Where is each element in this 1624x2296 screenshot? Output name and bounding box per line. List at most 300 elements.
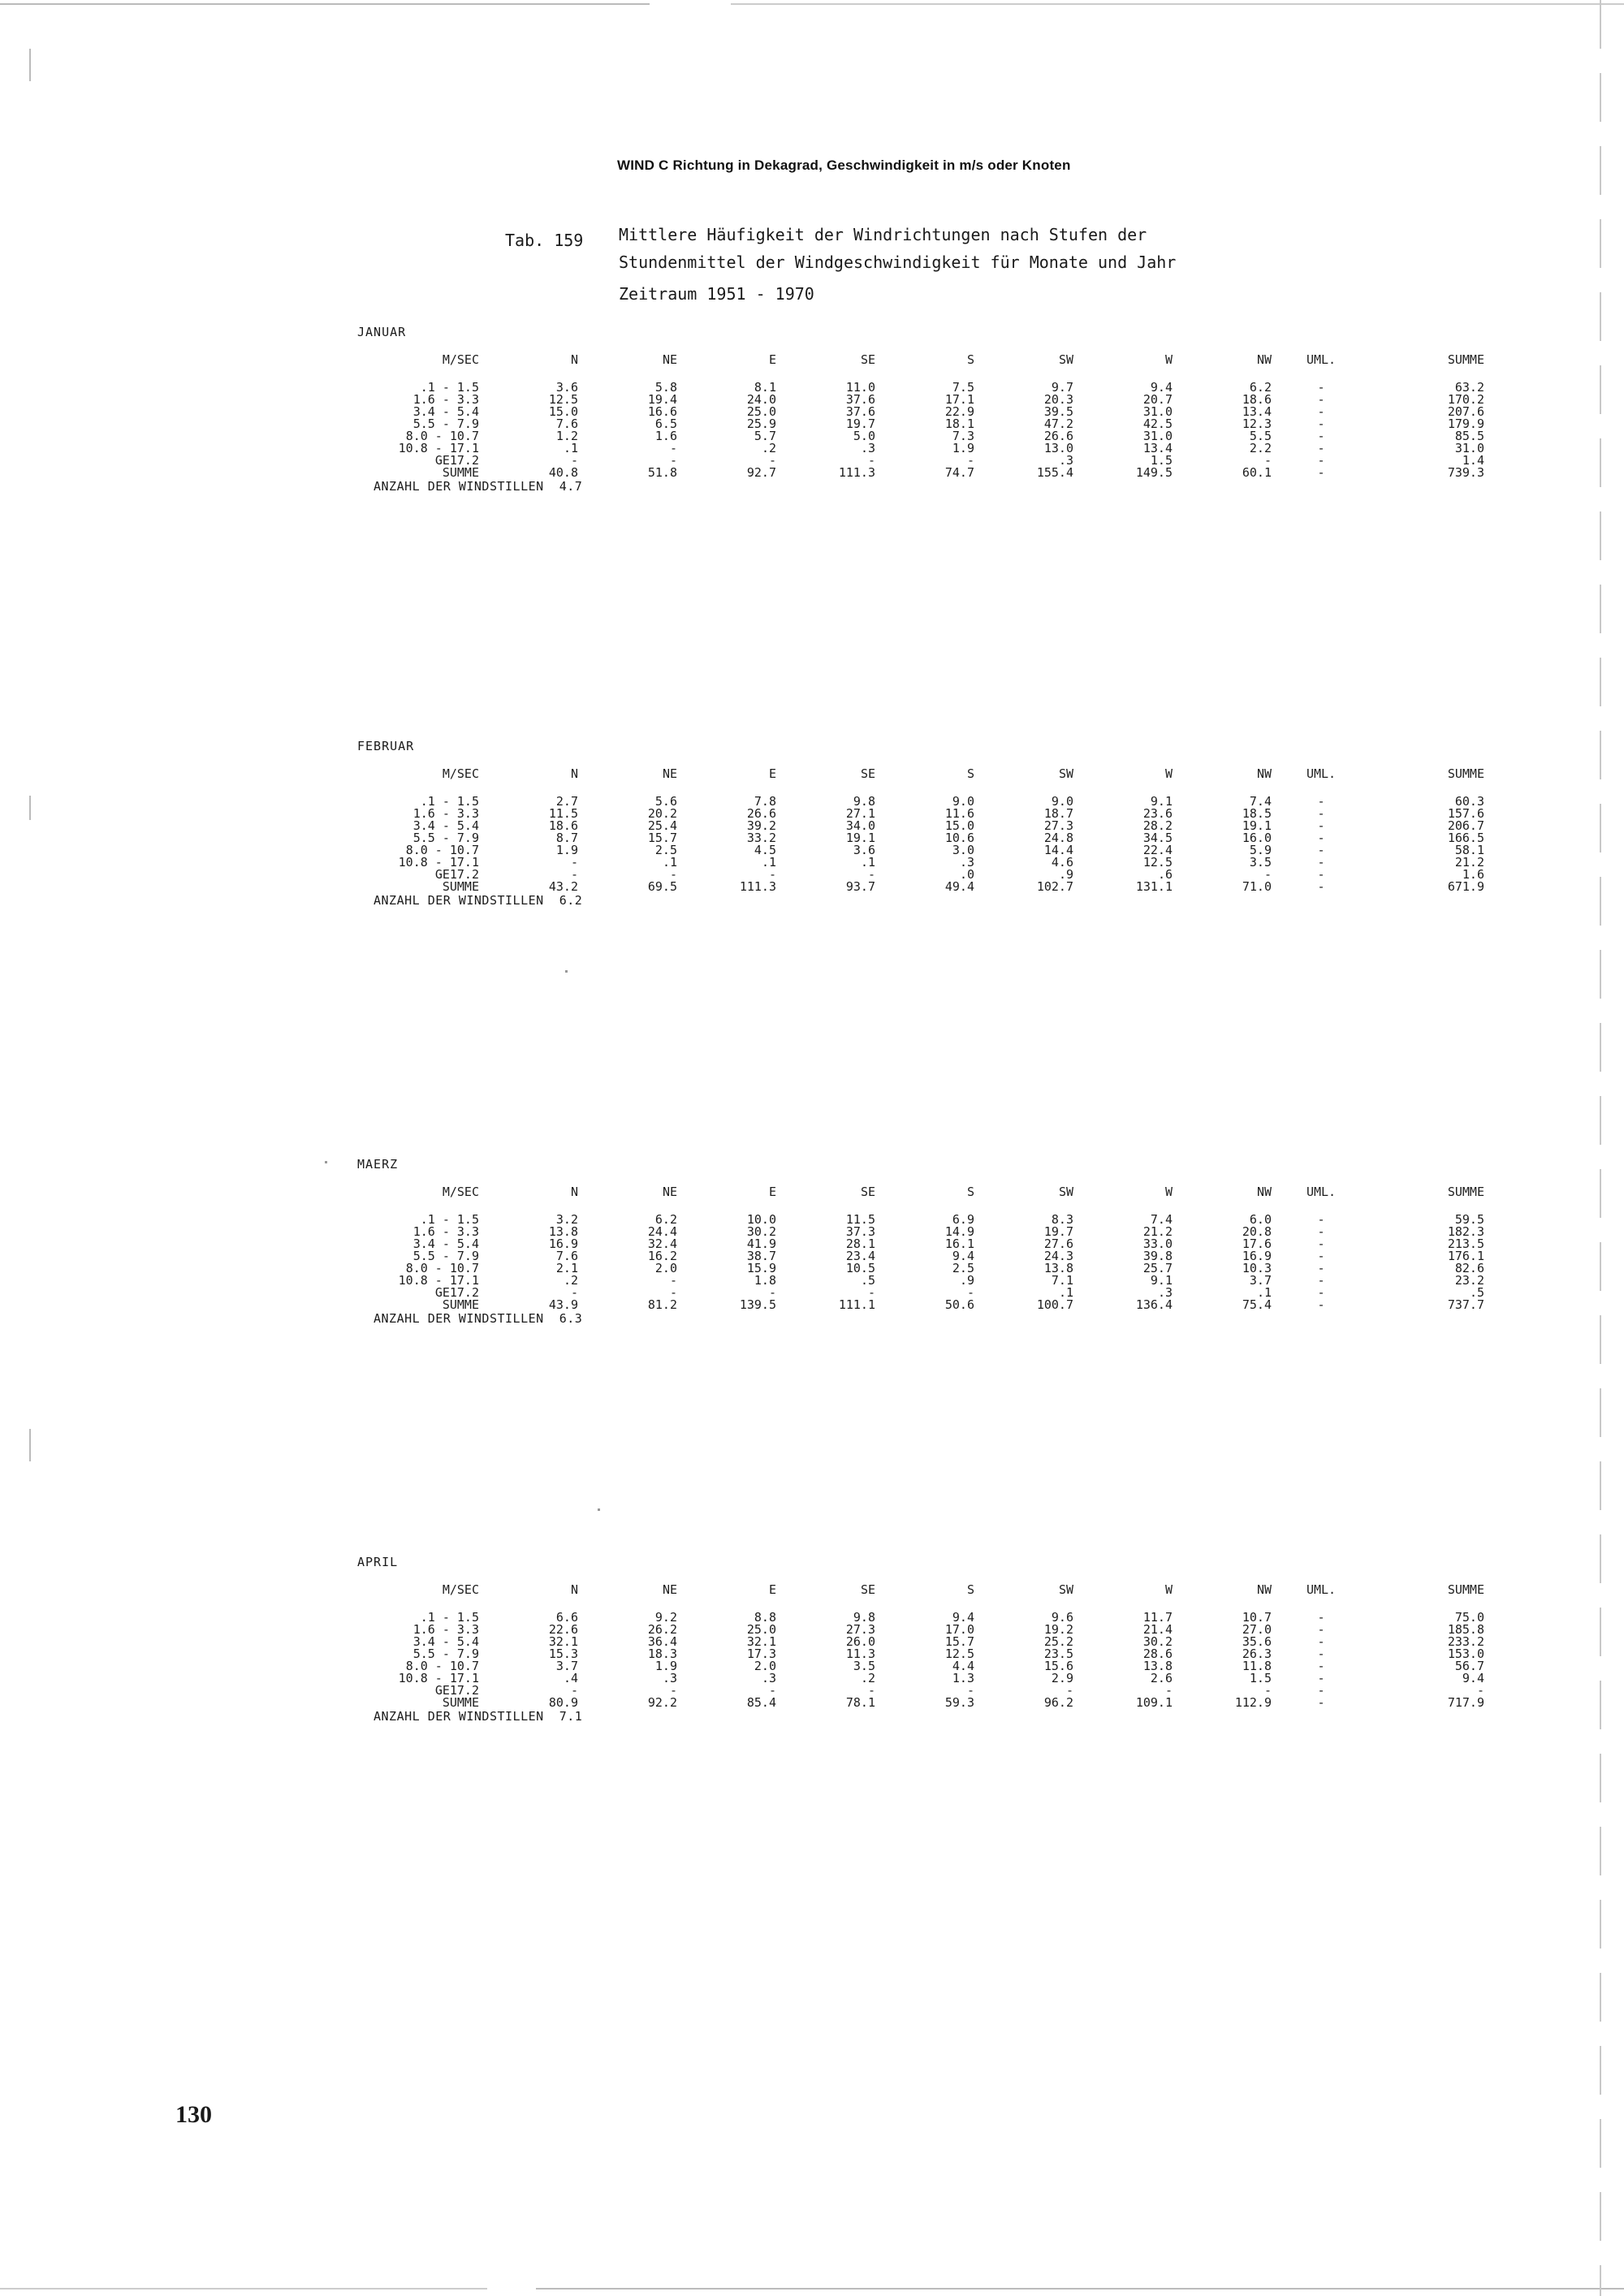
frequency-cell: 80.9 — [548, 1695, 578, 1710]
frequency-cell: 92.7 — [746, 465, 776, 480]
speed-class-cell: SUMME — [442, 1695, 479, 1710]
frequency-cell: 5.5 — [1249, 429, 1272, 443]
spacer-row — [357, 788, 1484, 796]
column-header: S — [966, 1582, 974, 1597]
column-header: NW — [1256, 1582, 1272, 1597]
frequency-cell: 1.6 — [1462, 867, 1484, 882]
frequency-cell: 39.2 — [746, 818, 776, 833]
speed-class-cell: 8.0 - 10.7 — [405, 429, 479, 443]
total-row — [357, 467, 1484, 479]
calm-value: 6.2 — [559, 893, 583, 908]
frequency-cell: 93.7 — [845, 879, 875, 894]
frequency-cell: 111.3 — [838, 465, 875, 480]
frequency-cell: 42.5 — [1142, 416, 1173, 431]
frequency-cell: 31.0 — [1142, 404, 1173, 419]
scan-speck — [325, 1161, 327, 1163]
column-header: SW — [1058, 352, 1073, 367]
speed-class-cell: .1 - 1.5 — [420, 380, 479, 395]
table-row — [357, 1250, 1484, 1262]
column-header: E — [768, 352, 776, 367]
column-header: N — [570, 352, 578, 367]
frequency-cell: .1 — [563, 441, 578, 455]
frequency-cell: 28.6 — [1142, 1646, 1173, 1661]
speed-class-cell: 8.0 - 10.7 — [405, 1261, 479, 1275]
column-header: S — [966, 352, 974, 367]
frequency-cell: - — [966, 1285, 974, 1300]
frequency-cell: 6.5 — [654, 416, 677, 431]
page-number: 130 — [175, 2101, 212, 2128]
speed-class-cell: 5.5 - 7.9 — [412, 1249, 479, 1263]
frequency-cell: - — [1317, 1224, 1325, 1239]
frequency-cell: 10.5 — [845, 1261, 875, 1275]
frequency-cell: 15.7 — [944, 1634, 974, 1649]
frequency-cell: 35.6 — [1242, 1634, 1272, 1649]
speed-class-cell: 8.0 - 10.7 — [405, 1659, 479, 1673]
frequency-cell: 8.7 — [555, 831, 578, 845]
frequency-cell: 155.4 — [1036, 465, 1073, 480]
frequency-cell: 136.4 — [1135, 1297, 1173, 1312]
table-label: Tab. 159 — [505, 231, 584, 250]
frequency-cell: 31.0 — [1142, 429, 1173, 443]
frequency-cell: 40.8 — [548, 465, 578, 480]
frequency-cell: - — [1317, 1249, 1325, 1263]
frequency-cell: 19.4 — [647, 392, 677, 407]
frequency-cell: 22.6 — [548, 1622, 578, 1637]
frequency-cell: 21.4 — [1142, 1622, 1173, 1637]
frequency-cell: 17.1 — [944, 392, 974, 407]
frequency-cell: 75.0 — [1454, 1610, 1484, 1625]
page-header: WIND C Richtung in Dekagrad, Geschwindigkeit in m/s oder Knoten — [617, 158, 1071, 173]
frequency-cell: .3 — [761, 1671, 776, 1685]
frequency-cell: 1.2 — [555, 429, 578, 443]
frequency-cell: 9.4 — [952, 1610, 974, 1625]
frequency-cell: 23.2 — [1454, 1273, 1484, 1288]
frequency-cell: - — [1317, 794, 1325, 809]
frequency-cell: 25.2 — [1043, 1634, 1073, 1649]
frequency-cell: 15.6 — [1043, 1659, 1073, 1673]
column-header: NE — [662, 766, 677, 781]
frequency-cell: 37.6 — [845, 392, 875, 407]
column-header: NW — [1256, 766, 1272, 781]
frequency-cell: 153.0 — [1447, 1646, 1484, 1661]
frequency-cell: 19.2 — [1043, 1622, 1073, 1637]
frequency-cell: 1.6 — [654, 429, 677, 443]
speed-class-cell: 10.8 - 17.1 — [398, 1273, 479, 1288]
table-row — [357, 869, 1484, 881]
frequency-cell: 12.5 — [1142, 855, 1173, 870]
frequency-cell: .1 — [662, 855, 677, 870]
frequency-cell: .6 — [1157, 867, 1173, 882]
frequency-cell: - — [570, 855, 578, 870]
frequency-cell: 24.8 — [1043, 831, 1073, 845]
column-header: E — [768, 766, 776, 781]
frequency-cell: 15.0 — [944, 818, 974, 833]
frequency-cell: 176.1 — [1447, 1249, 1484, 1263]
frequency-cell: - — [669, 867, 677, 882]
frequency-cell: - — [1317, 453, 1325, 468]
frequency-cell: 25.0 — [746, 1622, 776, 1637]
table-row — [357, 832, 1484, 844]
top-edge-rule — [0, 3, 1624, 5]
frequency-cell: 11.3 — [845, 1646, 875, 1661]
frequency-cell: 13.8 — [1142, 1659, 1173, 1673]
frequency-cell: 30.2 — [746, 1224, 776, 1239]
speed-class-cell: 3.4 - 5.4 — [412, 1634, 479, 1649]
speed-class-cell: .1 - 1.5 — [420, 1212, 479, 1227]
frequency-cell: 2.5 — [952, 1261, 974, 1275]
frequency-cell: - — [1317, 465, 1325, 480]
speed-class-cell: 10.8 - 17.1 — [398, 855, 479, 870]
frequency-cell: 9.2 — [654, 1610, 677, 1625]
frequency-cell: 111.1 — [838, 1297, 875, 1312]
frequency-cell: - — [768, 867, 776, 882]
frequency-cell: 20.8 — [1242, 1224, 1272, 1239]
frequency-cell: 1.3 — [952, 1671, 974, 1685]
frequency-cell: - — [1317, 1671, 1325, 1685]
frequency-cell: - — [1317, 855, 1325, 870]
frequency-cell: 4.4 — [952, 1659, 974, 1673]
table-row — [357, 418, 1484, 430]
frequency-cell: 78.1 — [845, 1695, 875, 1710]
frequency-cell: .0 — [959, 867, 974, 882]
frequency-cell: 7.4 — [1150, 1212, 1173, 1227]
speed-class-cell: 5.5 - 7.9 — [412, 416, 479, 431]
column-header: SUMME — [1447, 766, 1484, 781]
frequency-cell: .9 — [959, 1273, 974, 1288]
frequency-cell: - — [1317, 1285, 1325, 1300]
column-header: M/SEC — [442, 766, 479, 781]
table-row — [357, 1612, 1484, 1624]
frequency-cell: 49.4 — [944, 879, 974, 894]
frequency-cell: 5.7 — [754, 429, 776, 443]
frequency-cell: 15.7 — [647, 831, 677, 845]
frequency-cell: 43.9 — [548, 1297, 578, 1312]
frequency-cell: 149.5 — [1135, 465, 1173, 480]
frequency-cell: 100.7 — [1036, 1297, 1073, 1312]
frequency-cell: 4.6 — [1051, 855, 1073, 870]
frequency-cell: 16.2 — [647, 1249, 677, 1263]
frequency-cell: .1 — [1256, 1285, 1272, 1300]
month-title: MAERZ — [357, 1157, 399, 1172]
frequency-cell: - — [966, 1683, 974, 1698]
column-header: SUMME — [1447, 1185, 1484, 1199]
frequency-cell: .3 — [959, 855, 974, 870]
frequency-cell: 19.7 — [1043, 1224, 1073, 1239]
frequency-cell: - — [570, 1683, 578, 1698]
period-label: Zeitraum 1951 - 1970 — [619, 284, 814, 304]
frequency-cell: 24.4 — [647, 1224, 677, 1239]
frequency-cell: - — [1317, 429, 1325, 443]
frequency-cell: - — [768, 1683, 776, 1698]
frequency-cell: 10.7 — [1242, 1610, 1272, 1625]
frequency-cell: 6.0 — [1249, 1212, 1272, 1227]
frequency-cell: - — [1164, 1683, 1173, 1698]
frequency-cell: .1 — [1058, 1285, 1073, 1300]
frequency-cell: 32.1 — [548, 1634, 578, 1649]
speed-class-cell: 5.5 - 7.9 — [412, 831, 479, 845]
frequency-cell: 39.8 — [1142, 1249, 1173, 1263]
column-header: M/SEC — [442, 1582, 479, 1597]
frequency-cell: 18.7 — [1043, 806, 1073, 821]
frequency-cell: 22.9 — [944, 404, 974, 419]
frequency-cell: 36.4 — [647, 1634, 677, 1649]
frequency-cell: 85.4 — [746, 1695, 776, 1710]
frequency-cell: 13.8 — [1043, 1261, 1073, 1275]
speed-class-cell: 1.6 - 3.3 — [412, 1224, 479, 1239]
total-row — [357, 881, 1484, 893]
table-row — [357, 820, 1484, 832]
frequency-cell: 60.1 — [1242, 465, 1272, 480]
frequency-cell: 9.4 — [1462, 1671, 1484, 1685]
scan-speck — [598, 1508, 600, 1511]
calm-count-line — [374, 1311, 582, 1326]
frequency-cell: - — [1317, 818, 1325, 833]
frequency-cell: 2.0 — [654, 1261, 677, 1275]
frequency-cell: .5 — [860, 1273, 875, 1288]
frequency-cell: 5.0 — [853, 429, 875, 443]
frequency-cell: 37.3 — [845, 1224, 875, 1239]
calm-count-line — [374, 893, 582, 908]
frequency-cell: 166.5 — [1447, 831, 1484, 845]
column-header: NW — [1256, 352, 1272, 367]
frequency-cell: - — [1317, 1261, 1325, 1275]
frequency-cell: 206.7 — [1447, 818, 1484, 833]
column-header: SE — [860, 352, 875, 367]
frequency-cell: - — [1317, 843, 1325, 857]
table-title — [619, 221, 1236, 276]
table-row — [357, 1660, 1484, 1672]
speed-class-cell: GE17.2 — [434, 867, 479, 882]
column-header: S — [966, 766, 974, 781]
frequency-cell: 9.1 — [1150, 1273, 1173, 1288]
frequency-cell: 41.9 — [746, 1236, 776, 1251]
frequency-cell: - — [1263, 453, 1272, 468]
frequency-cell: 2.9 — [1051, 1671, 1073, 1685]
spacer-row — [357, 373, 1484, 382]
frequency-cell: 92.2 — [647, 1695, 677, 1710]
frequency-cell: - — [1317, 831, 1325, 845]
frequency-cell: 20.3 — [1043, 392, 1073, 407]
frequency-cell: 27.3 — [845, 1622, 875, 1637]
table-row — [357, 394, 1484, 406]
column-header: SE — [860, 1185, 875, 1199]
table-row — [357, 1685, 1484, 1697]
frequency-cell: 4.5 — [754, 843, 776, 857]
frequency-cell: 5.8 — [654, 380, 677, 395]
speed-class-cell: 1.6 - 3.3 — [412, 392, 479, 407]
frequency-cell: 3.6 — [555, 380, 578, 395]
column-header: SUMME — [1447, 1582, 1484, 1597]
frequency-cell: 12.3 — [1242, 416, 1272, 431]
frequency-cell: 6.2 — [654, 1212, 677, 1227]
table-row — [357, 1226, 1484, 1238]
frequency-cell: 15.3 — [548, 1646, 578, 1661]
frequency-cell: 5.6 — [654, 794, 677, 809]
frequency-cell: 27.1 — [845, 806, 875, 821]
frequency-cell: 22.4 — [1142, 843, 1173, 857]
frequency-cell: - — [669, 441, 677, 455]
speed-class-cell: 10.8 - 17.1 — [398, 441, 479, 455]
frequency-cell: 9.6 — [1051, 1610, 1073, 1625]
column-header: W — [1164, 352, 1173, 367]
frequency-cell: - — [867, 867, 875, 882]
frequency-cell: - — [1317, 416, 1325, 431]
frequency-cell: - — [966, 453, 974, 468]
column-header: NW — [1256, 1185, 1272, 1199]
speed-class-cell: 5.5 - 7.9 — [412, 1646, 479, 1661]
frequency-cell: - — [1317, 1683, 1325, 1698]
calm-value: 7.1 — [559, 1709, 583, 1724]
frequency-cell: 11.5 — [845, 1212, 875, 1227]
frequency-cell: - — [1317, 380, 1325, 395]
frequency-cell: - — [1317, 441, 1325, 455]
column-header: SW — [1058, 1582, 1073, 1597]
frequency-cell: 1.5 — [1150, 453, 1173, 468]
frequency-cell: 11.0 — [845, 380, 875, 395]
frequency-cell: 7.6 — [555, 1249, 578, 1263]
speed-class-cell: GE17.2 — [434, 453, 479, 468]
frequency-cell: 3.6 — [853, 843, 875, 857]
frequency-cell: - — [867, 1683, 875, 1698]
frequency-cell: 1.9 — [952, 441, 974, 455]
frequency-cell: 32.1 — [746, 1634, 776, 1649]
frequency-cell: - — [570, 1285, 578, 1300]
left-edge-mark — [29, 796, 31, 820]
frequency-cell: - — [1476, 1683, 1484, 1698]
frequency-cell: 15.9 — [746, 1261, 776, 1275]
frequency-cell: - — [1317, 1646, 1325, 1661]
frequency-cell: 8.3 — [1051, 1212, 1073, 1227]
table-header-row — [357, 1186, 1484, 1206]
frequency-cell: 26.0 — [845, 1634, 875, 1649]
frequency-cell: 737.7 — [1447, 1297, 1484, 1312]
frequency-cell: 1.9 — [555, 843, 578, 857]
column-header: E — [768, 1582, 776, 1597]
table-header-row — [357, 768, 1484, 788]
month-title: FEBRUAR — [357, 739, 415, 753]
frequency-cell: 24.3 — [1043, 1249, 1073, 1263]
column-header: W — [1164, 1582, 1173, 1597]
frequency-cell: 9.7 — [1051, 380, 1073, 395]
frequency-cell: 20.2 — [647, 806, 677, 821]
frequency-cell: 9.4 — [1150, 380, 1173, 395]
month-title: JANUAR — [357, 325, 407, 339]
frequency-cell: 3.5 — [853, 1659, 875, 1673]
frequency-cell: 28.2 — [1142, 818, 1173, 833]
frequency-cell: 7.4 — [1249, 794, 1272, 809]
frequency-cell: 71.0 — [1242, 879, 1272, 894]
frequency-cell: .3 — [662, 1671, 677, 1685]
frequency-cell: 1.8 — [754, 1273, 776, 1288]
column-header: UML. — [1306, 1582, 1337, 1597]
frequency-cell: 9.4 — [952, 1249, 974, 1263]
column-header: SUMME — [1447, 352, 1484, 367]
frequency-cell: 16.9 — [548, 1236, 578, 1251]
frequency-cell: 739.3 — [1447, 465, 1484, 480]
frequency-cell: 32.4 — [647, 1236, 677, 1251]
speed-class-cell: 3.4 - 5.4 — [412, 404, 479, 419]
frequency-cell: - — [669, 1273, 677, 1288]
frequency-cell: 182.3 — [1447, 1224, 1484, 1239]
frequency-cell: 1.9 — [654, 1659, 677, 1673]
frequency-cell: 10.3 — [1242, 1261, 1272, 1275]
frequency-cell: 23.5 — [1043, 1646, 1073, 1661]
frequency-cell: .2 — [860, 1671, 875, 1685]
table-row — [357, 796, 1484, 808]
frequency-cell: 51.8 — [647, 465, 677, 480]
frequency-cell: - — [768, 453, 776, 468]
frequency-cell: .1 — [761, 855, 776, 870]
frequency-cell: .2 — [761, 441, 776, 455]
frequency-cell: 9.0 — [952, 794, 974, 809]
left-edge-mark — [29, 49, 31, 81]
speed-class-cell: 8.0 - 10.7 — [405, 843, 479, 857]
column-header: UML. — [1306, 352, 1337, 367]
frequency-cell: 74.7 — [944, 465, 974, 480]
frequency-cell: 26.3 — [1242, 1646, 1272, 1661]
frequency-cell: - — [1317, 867, 1325, 882]
frequency-cell: 1.4 — [1462, 453, 1484, 468]
frequency-cell: .1 — [860, 855, 875, 870]
column-header: S — [966, 1185, 974, 1199]
frequency-cell: 37.6 — [845, 404, 875, 419]
table-row — [357, 455, 1484, 467]
frequency-cell: - — [1065, 1683, 1073, 1698]
frequency-cell: 9.0 — [1051, 794, 1073, 809]
frequency-cell: 21.2 — [1454, 855, 1484, 870]
frequency-cell: 38.7 — [746, 1249, 776, 1263]
table-row — [357, 1636, 1484, 1648]
calm-value: 4.7 — [559, 479, 583, 494]
calm-count-line — [374, 479, 582, 494]
frequency-cell: 33.2 — [746, 831, 776, 845]
frequency-cell: 11.5 — [548, 806, 578, 821]
frequency-cell: 75.4 — [1242, 1297, 1272, 1312]
column-header: SE — [860, 766, 875, 781]
frequency-cell: 3.2 — [555, 1212, 578, 1227]
frequency-cell: 157.6 — [1447, 806, 1484, 821]
frequency-cell: 18.6 — [1242, 392, 1272, 407]
spacer-row — [357, 1206, 1484, 1214]
frequency-cell: 20.7 — [1142, 392, 1173, 407]
frequency-cell: 7.8 — [754, 794, 776, 809]
frequency-cell: 25.0 — [746, 404, 776, 419]
frequency-cell: 19.1 — [1242, 818, 1272, 833]
frequency-cell: 63.2 — [1454, 380, 1484, 395]
frequency-cell: 207.6 — [1447, 404, 1484, 419]
frequency-table — [357, 354, 1484, 479]
table-row — [357, 1238, 1484, 1250]
frequency-cell: 60.3 — [1454, 794, 1484, 809]
frequency-cell: 6.2 — [1249, 380, 1272, 395]
frequency-cell: 19.7 — [845, 416, 875, 431]
frequency-cell: 31.0 — [1454, 441, 1484, 455]
frequency-cell: 7.5 — [952, 380, 974, 395]
frequency-cell: 13.4 — [1142, 441, 1173, 455]
frequency-cell: 25.9 — [746, 416, 776, 431]
speed-class-cell: GE17.2 — [434, 1285, 479, 1300]
frequency-cell: 14.4 — [1043, 843, 1073, 857]
table-row — [357, 857, 1484, 869]
frequency-cell: .3 — [1058, 453, 1073, 468]
frequency-cell: .5 — [1469, 1285, 1484, 1300]
frequency-cell: 102.7 — [1036, 879, 1073, 894]
table-row — [357, 406, 1484, 418]
column-header: UML. — [1306, 766, 1337, 781]
table-row — [357, 442, 1484, 455]
speed-class-cell: .1 - 1.5 — [420, 794, 479, 809]
speed-class-cell: 3.4 - 5.4 — [412, 818, 479, 833]
